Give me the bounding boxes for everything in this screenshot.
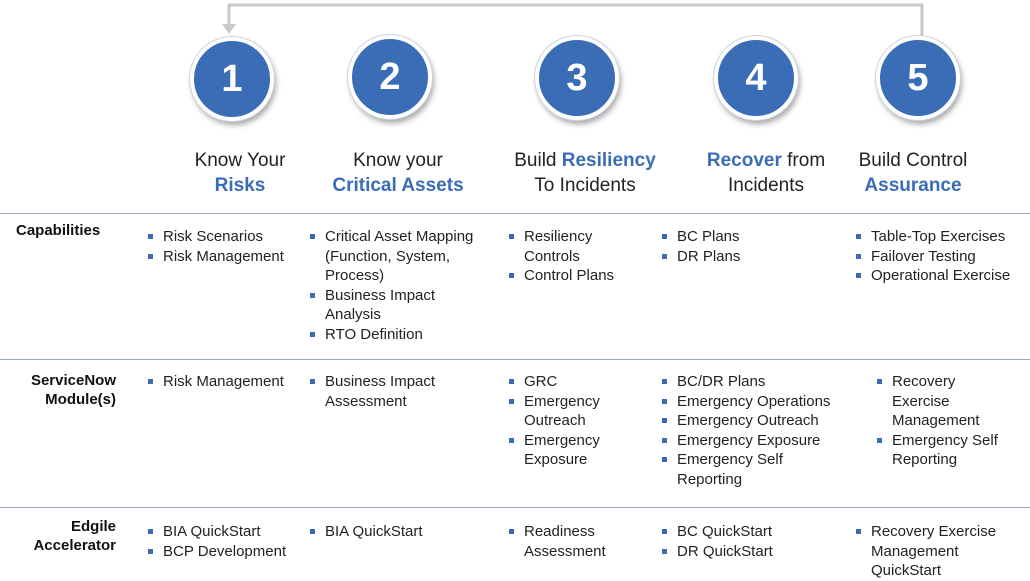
bullet-item: BC/DR Plans — [661, 372, 851, 392]
cell-accelerator-step-4 — [661, 522, 841, 561]
cell-capabilities-step-3 — [508, 227, 648, 286]
bullet-item: Operational Exercise — [855, 266, 1030, 286]
bullet-item: Emergency Self Reporting — [661, 450, 851, 489]
cell-accelerator-step-3 — [508, 522, 638, 561]
bullet-item: Failover Testing — [855, 247, 1030, 267]
bullet-item: Recovery Exercise Management QuickStart — [855, 522, 1015, 581]
step-3-title-line2: To Incidents — [534, 175, 636, 196]
bullet-item: Business Impact Assessment — [309, 372, 479, 411]
bullet-item: RTO Definition — [309, 325, 494, 345]
cell-capabilities-step-2 — [309, 227, 494, 344]
cell-accelerator-step-2 — [309, 522, 479, 542]
bullet-item: Resiliency Controls — [508, 227, 648, 266]
bullet-item: BIA QuickStart — [309, 522, 479, 542]
step-3-title-pre: Build — [514, 150, 557, 171]
divider-middle — [0, 359, 1030, 360]
row-label-servicenow: ServiceNow Module(s) — [30, 372, 116, 408]
step-2-title — [308, 148, 488, 198]
step-2-title-line1: Know your — [353, 150, 443, 171]
step-2-circle: 2 — [348, 35, 432, 119]
bullet-item: Readiness Assessment — [508, 522, 638, 561]
bullet-item: Emergency Self Reporting — [876, 431, 1016, 470]
cell-capabilities-step-1 — [147, 227, 307, 266]
cell-capabilities-step-5 — [855, 227, 1030, 286]
bullet-item: BIA QuickStart — [147, 522, 307, 542]
bullet-item: Control Plans — [508, 266, 648, 286]
step-2-title-highlight: Critical Assets — [332, 175, 464, 196]
step-4-title — [680, 148, 852, 198]
step-1-title-highlight: Risks — [214, 175, 266, 196]
divider-top — [0, 213, 1030, 214]
bullet-item: Emergency Operations — [661, 392, 851, 412]
step-1-circle: 1 — [190, 37, 274, 121]
step-5-title-highlight: Assurance — [864, 175, 962, 196]
bullet-item: DR QuickStart — [661, 542, 841, 562]
step-4-title-highlight: Recover — [706, 150, 782, 171]
step-4-circle: 4 — [714, 36, 798, 120]
bullet-item: BCP Development — [147, 542, 307, 562]
step-4-title-post: from Incidents — [727, 150, 826, 196]
cell-capabilities-step-4 — [661, 227, 841, 266]
bullet-item: GRC — [508, 372, 638, 392]
cell-accelerator-step-5 — [855, 522, 1015, 581]
step-5-circle: 5 — [876, 36, 960, 120]
bullet-item: Emergency Outreach — [661, 411, 851, 431]
row-label-accelerator: Edgile Accelerator — [33, 518, 116, 554]
cell-servicenow-step-5 — [876, 372, 1016, 470]
bullet-item: BC Plans — [661, 227, 841, 247]
bullet-item: DR Plans — [661, 247, 841, 267]
step-3-title-highlight: Resiliency — [561, 150, 656, 171]
bullet-item: Business Impact Analysis — [309, 286, 494, 325]
bullet-item: Risk Management — [147, 372, 307, 392]
loop-back-arrow — [0, 0, 1030, 60]
bullet-item: Risk Management — [147, 247, 307, 267]
cell-servicenow-step-4 — [661, 372, 851, 489]
bullet-item: Recovery Exercise Management — [876, 372, 1016, 431]
step-5-title — [838, 148, 988, 198]
step-3-title-line1 — [495, 148, 675, 173]
bullet-item: Risk Scenarios — [147, 227, 307, 247]
bullet-item: BC QuickStart — [661, 522, 841, 542]
cell-servicenow-step-2 — [309, 372, 479, 411]
step-1-title — [160, 148, 320, 198]
row-label-capabilities: Capabilities — [16, 222, 101, 239]
step-3-circle: 3 — [535, 36, 619, 120]
step-1-title-line1: Know Your — [194, 150, 286, 171]
bullet-item: Critical Asset Mapping (Function, System, Process) — [309, 227, 494, 286]
bullet-item: Emergency Exposure — [508, 431, 638, 470]
cell-servicenow-step-1 — [147, 372, 307, 392]
cell-servicenow-step-3 — [508, 372, 638, 470]
bullet-item: Table-Top Exercises — [855, 227, 1030, 247]
step-3-title — [495, 148, 675, 198]
divider-bottom — [0, 507, 1030, 508]
step-5-title-line1: Build Control — [858, 150, 968, 171]
bullet-item: Emergency Outreach — [508, 392, 638, 431]
bullet-item: Emergency Exposure — [661, 431, 851, 451]
cell-accelerator-step-1 — [147, 522, 307, 561]
